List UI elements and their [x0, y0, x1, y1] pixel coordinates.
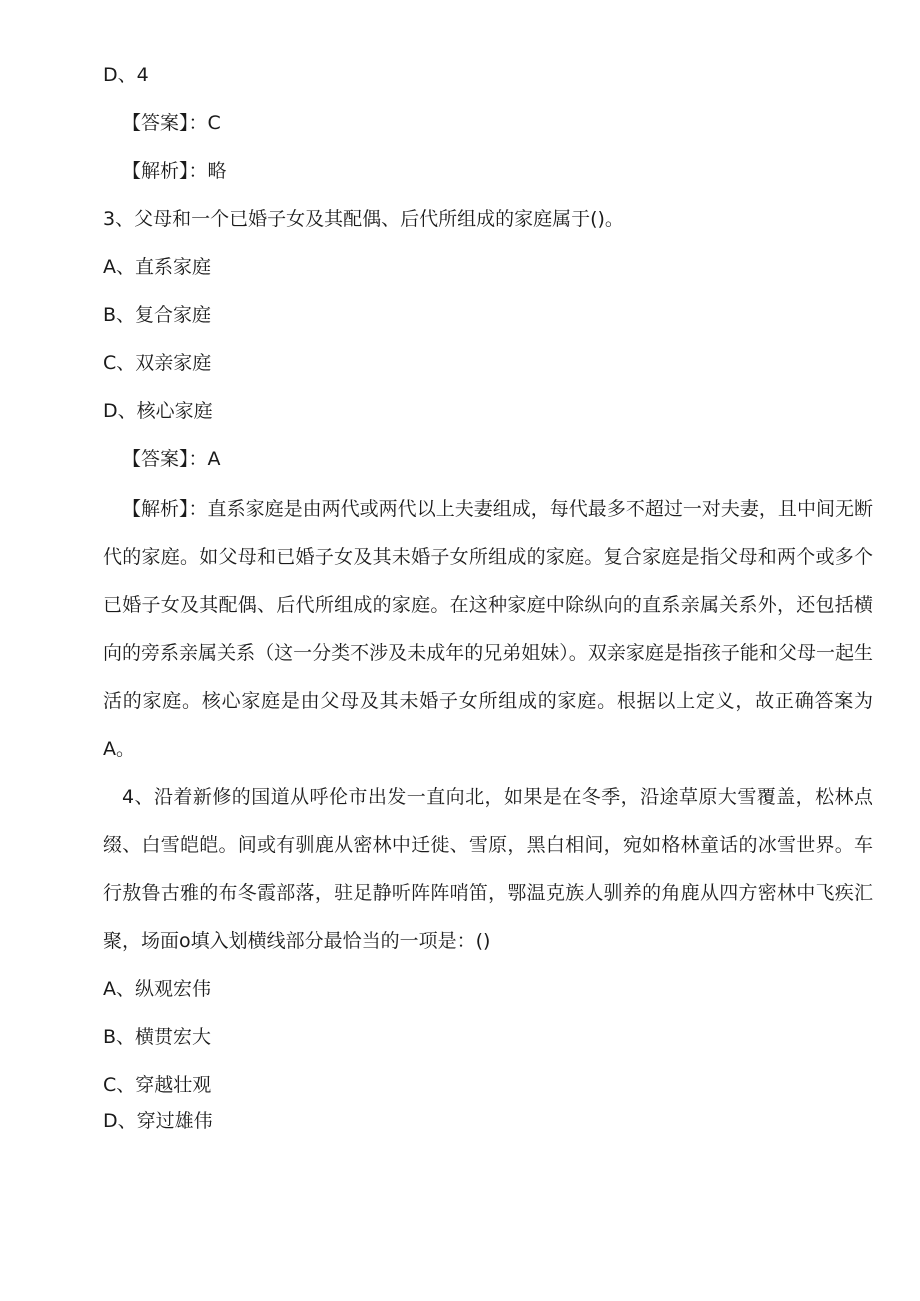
q2-answer: 【答案】：C	[122, 112, 221, 134]
q3-answer: 【答案】：A	[122, 448, 221, 470]
q2-option-d: D、4	[103, 64, 149, 86]
q4-option-a: A、纵观宏伟	[103, 978, 211, 1000]
q3-option-a: A、直系家庭	[103, 256, 211, 278]
q3-stem: 3、父母和一个已婚子女及其配偶、后代所组成的家庭属于()。	[103, 208, 624, 230]
q3-option-d: D、核心家庭	[103, 400, 213, 422]
q4-option-b: B、横贯宏大	[103, 1026, 212, 1048]
q4-option-d: D、穿过雄伟	[103, 1110, 213, 1132]
q3-analysis: 【解析】：直系家庭是由两代或两代以上夫妻组成，每代最多不超过一对夫妻，且中间无断代的家庭。如父母和已婚子女及其未婚子女所组成的家庭。复合家庭是指父母和两个或多个已婚子女及其配偶、后代所组成的家庭。在这种家庭中除纵向的直系亲属关系外，还包括横向的旁系亲属关系（这一分类不涉及未成年的兄弟姐妹）。双亲家庭是指孩子能和父母一起生活的家庭。核心家庭是由父母及其未婚子女所组成的家庭。根据以上定义，故正确答案为A。	[103, 498, 873, 760]
q4-option-c: C、穿越壮观	[103, 1074, 212, 1096]
q3-option-b: B、复合家庭	[103, 304, 212, 326]
q4-stem: 4、沿着新修的国道从呼伦市出发一直向北，如果是在冬季，沿途草原大雪覆盖，松林点缀、白雪皑皑。间或有驯鹿从密林中迁徙、雪原，黑白相间，宛如格林童话的冰雪世界。车行敖鲁古雅的布冬霞部落，驻足静听阵阵哨笛，鄂温克族人驯养的角鹿从四方密林中飞疾汇聚，场面o填入划横线部分最恰当的一项是：()	[103, 786, 873, 952]
q3-option-c: C、双亲家庭	[103, 352, 212, 374]
q2-analysis: 【解析】：略	[122, 160, 227, 182]
